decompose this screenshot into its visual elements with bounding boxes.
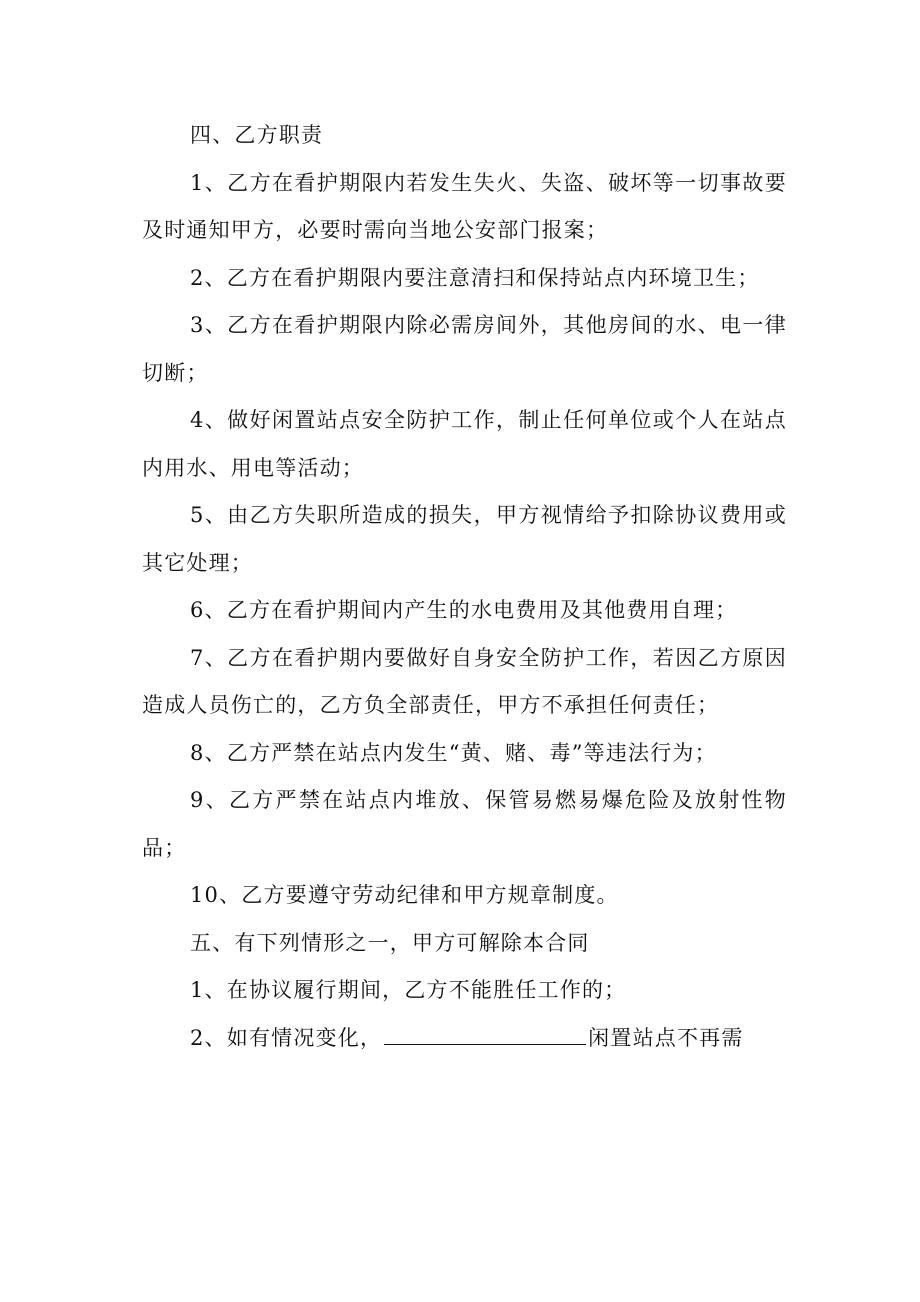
section-4-item-7: 7、乙方在看护期内要做好自身安全防护工作，若因乙方原因造成人员伤亡的，乙方负全部责任，甲方不承担任何责任； [142, 645, 787, 717]
section-4-item-2: 2、乙方在看护期限内要注意清扫和保持站点内环境卫生； [190, 265, 760, 290]
section-5-item-2-text-before: 2、如有情况变化， [190, 1025, 383, 1050]
section-4-item-10: 10、乙方要遵守劳动纪律和甲方规章制度。 [190, 883, 619, 907]
section-4-item-8: 8、乙方严禁在站点内发生“黄、赌、毒”等违法行为； [190, 740, 717, 765]
section-4-item-9: 9、乙方严禁在站点内堆放、保管易燃易爆危险及放射性物品； [142, 788, 787, 860]
section-4-item-3: 3、乙方在看护期限内除必需房间外，其他房间的水、电一律切断； [142, 313, 787, 385]
section-5-item-2 [142, 1015, 787, 1063]
section-5-item-1: 1、在协议履行期间，乙方不能胜任工作的； [190, 978, 627, 1002]
section-4-item-4: 4、做好闲置站点安全防护工作，制止任何单位或个人在站点内用水、用电等活动； [142, 408, 787, 480]
section-4-item-1: 1、乙方在看护期限内若发生失火、失盗、破坏等一切事故要及时通知甲方，必要时需向当地公安部门报案； [142, 170, 787, 242]
document-body [142, 112, 787, 1062]
fill-in-blank [384, 1024, 586, 1045]
section-4-heading: 四、乙方职责 [190, 123, 324, 147]
section-5-item-2-text-after: 闲置站点不再需 [588, 1025, 744, 1050]
section-5-heading: 五、有下列情形之一，甲方可解除本合同 [190, 930, 590, 955]
section-4-item-6: 6、乙方在看护期间内产生的水电费用及其他费用自理； [190, 598, 738, 622]
section-4-item-5: 5、由乙方失职所造成的损失，甲方视情给予扣除协议费用或其它处理； [142, 503, 787, 575]
